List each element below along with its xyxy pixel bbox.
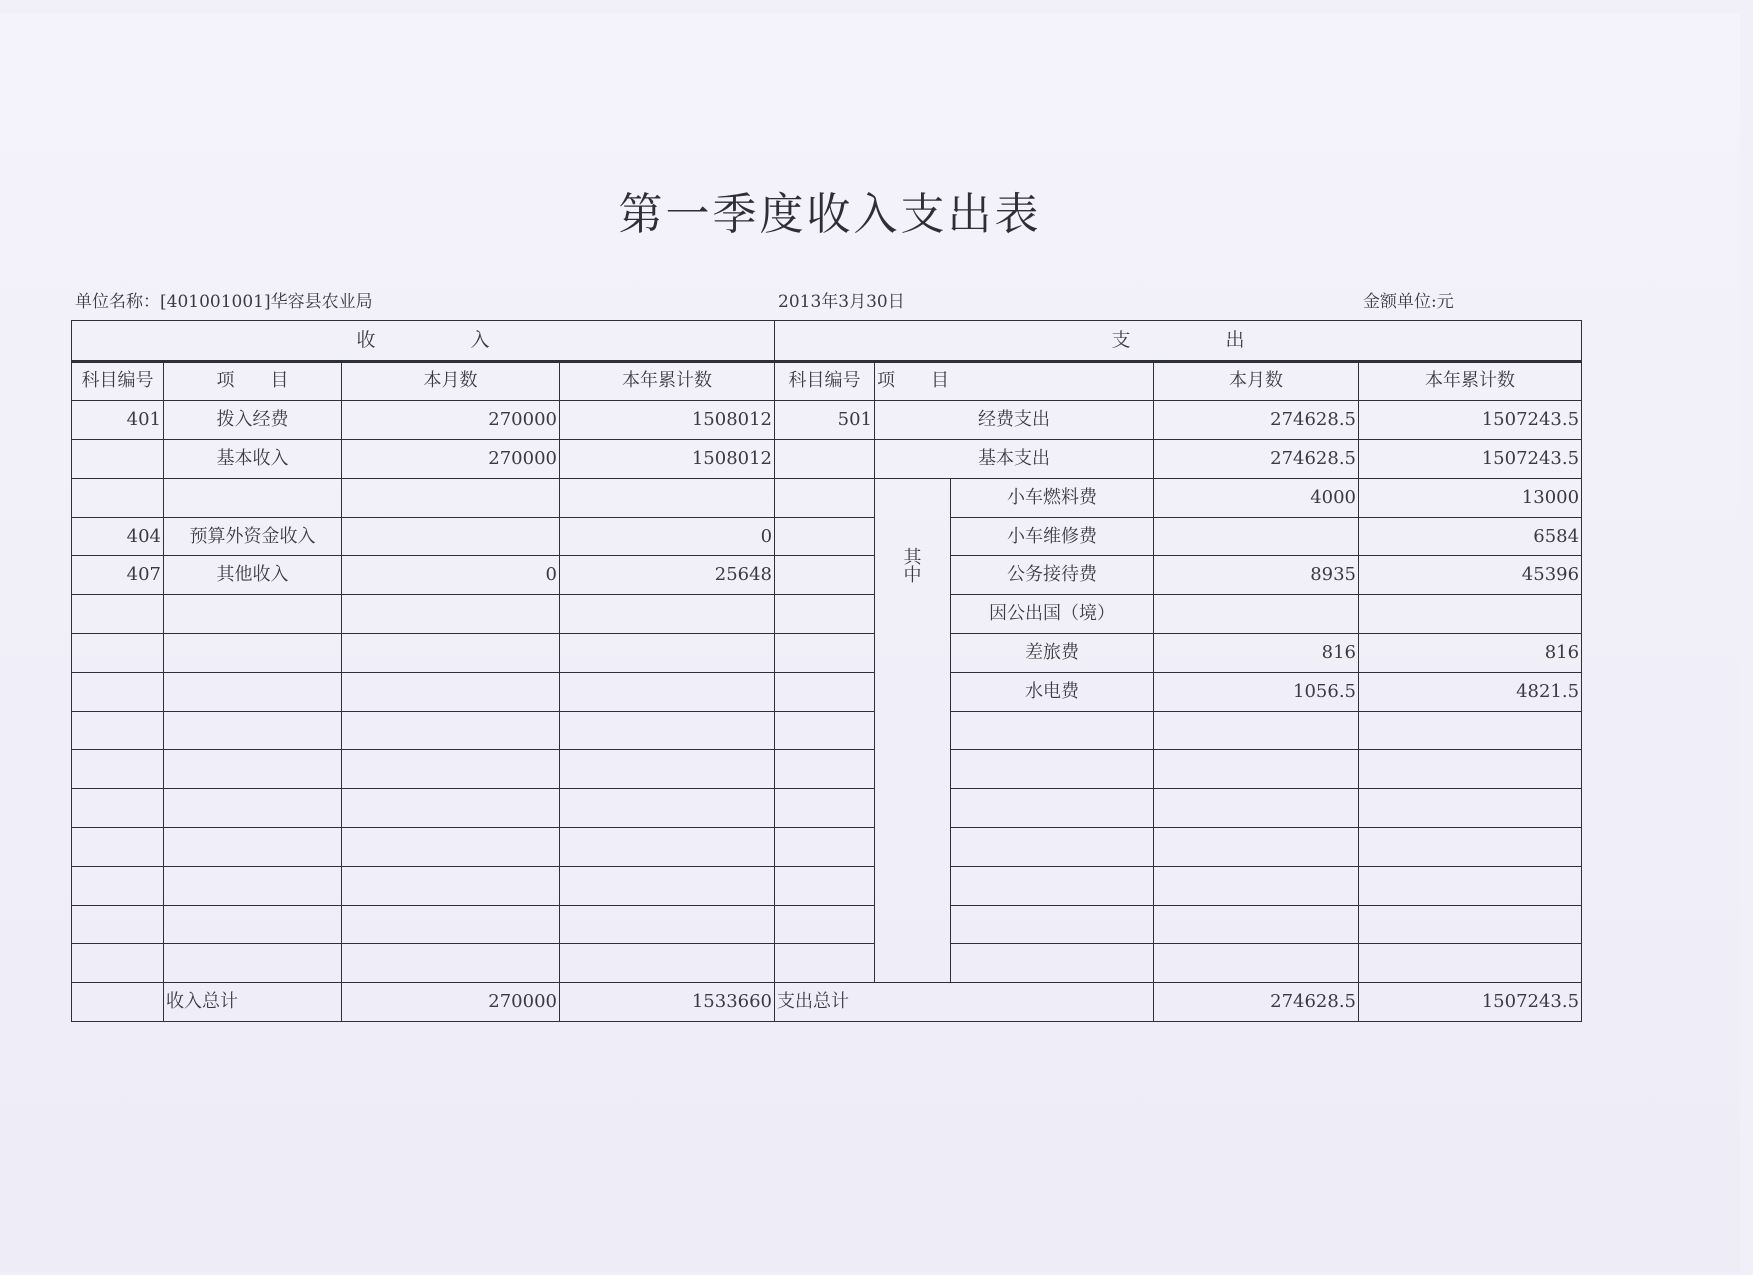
income-year-cell [560,478,775,517]
income-item-cell: 基本收入 [164,440,342,479]
income-year-cell [560,866,775,905]
column-header-row [72,361,1582,401]
expense-code-cell [775,828,875,867]
expense-code-cell [775,440,875,479]
expense-month-cell [1154,944,1359,983]
income-item-cell: 预算外资金收入 [164,517,342,556]
income-code-cell [72,634,164,673]
expense-code-cell [775,905,875,944]
table-row [72,401,1582,440]
expense-year-cell [1359,828,1582,867]
expense-code-cell: 501 [775,401,875,440]
expense-year-cell [1359,711,1582,750]
income-month-cell: 270000 [342,440,560,479]
income-item-cell [164,828,342,867]
income-item-cell [164,711,342,750]
income-month-cell [342,905,560,944]
expense-month-cell: 4000 [1154,478,1359,517]
expense-year-cell: 1507243.5 [1359,401,1582,440]
expense-month-cell [1154,750,1359,789]
expense-group-header: 支 出 [775,321,1582,362]
totals-row [72,983,1582,1022]
table-row [72,478,1582,517]
expense-code-cell [775,595,875,634]
income-month-cell: 270000 [342,401,560,440]
expense-year-cell [1359,944,1582,983]
totals-income-code-cell [72,983,164,1022]
expense-subitem-cell [951,750,1154,789]
expense-year-cell [1359,905,1582,944]
expense-year-cell: 6584 [1359,517,1582,556]
table-row [72,711,1582,750]
col-header-income-item: 项 目 [164,361,342,401]
expense-code-cell [775,944,875,983]
expense-year-cell: 1507243.5 [1359,440,1582,479]
income-year-cell: 25648 [560,556,775,595]
income-code-cell: 407 [72,556,164,595]
table-row [72,517,1582,556]
income-month-cell [342,595,560,634]
expense-code-cell [775,478,875,517]
income-item-cell: 其他收入 [164,556,342,595]
col-header-expense-item: 项 目 [875,361,1154,401]
expense-month-cell [1154,828,1359,867]
income-month-cell [342,866,560,905]
income-item-cell [164,750,342,789]
expense-total-year: 1507243.5 [1359,983,1582,1022]
income-item-cell [164,905,342,944]
income-month-cell: 0 [342,556,560,595]
expense-month-cell: 816 [1154,634,1359,673]
income-month-cell [342,944,560,983]
table-row [72,750,1582,789]
expense-year-cell [1359,866,1582,905]
income-year-cell [560,595,775,634]
expense-month-cell [1154,517,1359,556]
expense-month-cell [1154,905,1359,944]
income-year-cell: 1508012 [560,401,775,440]
income-code-cell [72,711,164,750]
income-code-cell [72,828,164,867]
expense-subitem-cell: 因公出国（境） [951,595,1154,634]
expense-code-cell [775,517,875,556]
income-year-cell: 0 [560,517,775,556]
expense-year-cell [1359,789,1582,828]
expense-subitem-cell [951,789,1154,828]
expense-year-cell [1359,595,1582,634]
expense-total-month: 274628.5 [1154,983,1359,1022]
income-total-month: 270000 [342,983,560,1022]
income-code-cell [72,440,164,479]
expense-month-cell: 8935 [1154,556,1359,595]
table-row [72,905,1582,944]
expense-year-cell: 45396 [1359,556,1582,595]
income-month-cell [342,828,560,867]
expense-code-cell [775,866,875,905]
expense-code-cell [775,789,875,828]
expense-subitem-cell: 小车燃料费 [951,478,1154,517]
expense-year-cell: 13000 [1359,478,1582,517]
income-code-cell [72,789,164,828]
unit-name: 单位名称：[401001001]华容县农业局 [75,292,373,312]
expense-code-cell [775,750,875,789]
group-header-row [72,321,1582,362]
expense-month-cell: 274628.5 [1154,401,1359,440]
income-expense-table [71,320,1582,1022]
income-year-cell [560,750,775,789]
income-year-cell [560,634,775,673]
expense-subitem-cell [951,944,1154,983]
table-row [72,944,1582,983]
expense-year-cell: 816 [1359,634,1582,673]
expense-year-cell: 4821.5 [1359,672,1582,711]
qizhong-label [875,478,951,982]
expense-total-label: 支出总计 [775,983,1154,1022]
income-code-cell: 401 [72,401,164,440]
expense-subitem-cell: 差旅费 [951,634,1154,673]
expense-month-cell [1154,711,1359,750]
income-code-cell [72,866,164,905]
expense-code-cell [775,634,875,673]
expense-subitem-cell [951,905,1154,944]
expense-month-cell [1154,866,1359,905]
income-month-cell [342,750,560,789]
income-code-cell [72,944,164,983]
income-month-cell [342,517,560,556]
income-code-cell [72,750,164,789]
expense-month-cell [1154,595,1359,634]
expense-subitem-cell: 公务接待费 [951,556,1154,595]
income-item-cell [164,634,342,673]
income-month-cell [342,672,560,711]
income-code-cell: 404 [72,517,164,556]
income-item-cell [164,478,342,517]
income-month-cell [342,789,560,828]
expense-subitem-cell: 小车维修费 [951,517,1154,556]
income-year-cell [560,711,775,750]
expense-item-cell: 经费支出 [875,401,1154,440]
qizhong-char-2: 中 [903,564,922,586]
income-group-header: 收 入 [72,321,775,362]
table-row [72,866,1582,905]
expense-item-cell: 基本支出 [875,440,1154,479]
expense-month-cell: 1056.5 [1154,672,1359,711]
table-row [72,672,1582,711]
income-item-cell: 拨入经费 [164,401,342,440]
income-item-cell [164,672,342,711]
page-title: 第一季度收入支出表 [618,189,1042,240]
report-date: 2013年3月30日 [778,292,905,312]
table-row [72,828,1582,867]
income-month-cell [342,478,560,517]
income-year-cell [560,944,775,983]
expense-subitem-cell: 水电费 [951,672,1154,711]
col-header-income-code: 科目编号 [72,361,164,401]
expense-month-cell [1154,789,1359,828]
table-row [72,556,1582,595]
col-header-expense-year: 本年累计数 [1359,361,1582,401]
expense-month-cell: 274628.5 [1154,440,1359,479]
table-row [72,440,1582,479]
income-total-year: 1533660 [560,983,775,1022]
col-header-income-month: 本月数 [342,361,560,401]
expense-code-cell [775,672,875,711]
income-year-cell [560,905,775,944]
currency-unit: 金额单位:元 [1363,292,1454,312]
table-row [72,789,1582,828]
income-year-cell [560,789,775,828]
qizhong-char-1: 其 [903,546,922,568]
col-header-expense-month: 本月数 [1154,361,1359,401]
income-item-cell [164,866,342,905]
expense-subitem-cell [951,828,1154,867]
income-year-cell: 1508012 [560,440,775,479]
expense-code-cell [775,711,875,750]
table-row [72,634,1582,673]
income-year-cell [560,828,775,867]
table-row [72,595,1582,634]
income-item-cell [164,944,342,983]
expense-year-cell [1359,750,1582,789]
col-header-expense-code: 科目编号 [775,361,875,401]
income-total-label: 收入总计 [164,983,342,1022]
income-code-cell [72,905,164,944]
income-code-cell [72,672,164,711]
expense-code-cell [775,556,875,595]
income-code-cell [72,595,164,634]
income-year-cell [560,672,775,711]
col-header-income-year: 本年累计数 [560,361,775,401]
income-code-cell [72,478,164,517]
expense-subitem-cell [951,711,1154,750]
income-item-cell [164,595,342,634]
income-item-cell [164,789,342,828]
income-month-cell [342,634,560,673]
expense-subitem-cell [951,866,1154,905]
income-month-cell [342,711,560,750]
